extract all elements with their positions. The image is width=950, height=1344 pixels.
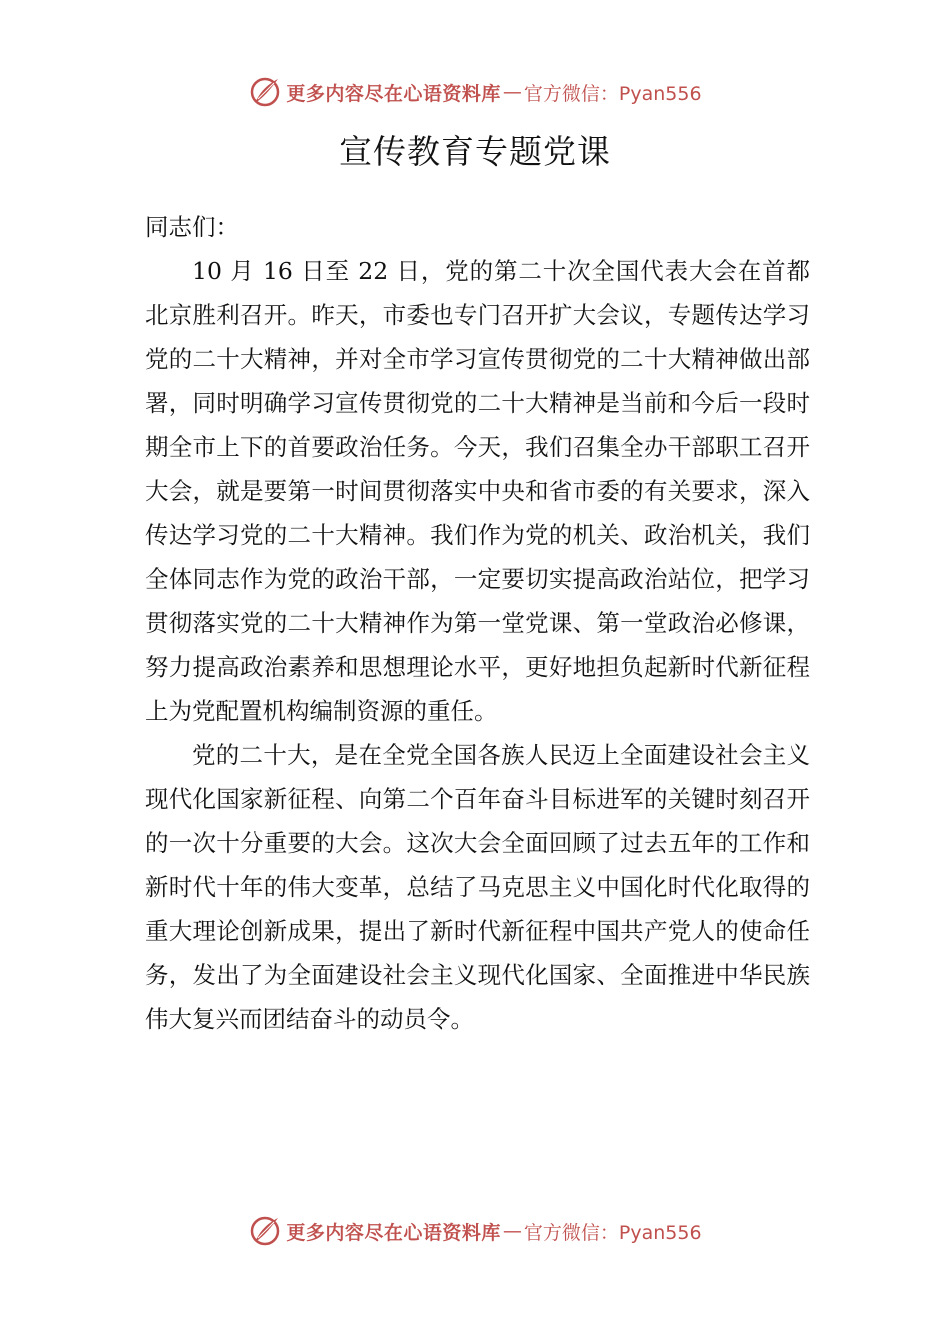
footer-wechat-text: 官方微信：Pyan556	[523, 1221, 702, 1244]
feather-logo-icon	[248, 1214, 282, 1248]
footer-brand-text: 更多内容尽在心语资料库	[286, 1221, 501, 1244]
header-brand-text: 更多内容尽在心语资料库	[286, 82, 501, 105]
header-wechat-text: 官方微信：Pyan556	[523, 82, 702, 105]
header-watermark	[0, 72, 950, 112]
salutation: 同志们：	[145, 213, 239, 241]
paragraph: 10 月 16 日至 22 日，党的第二十次全国代表大会在首都北京胜利召开。昨天，市委也专门召开扩大会议，专题传达学习党的二十大精神，并对全市学习宣传贯彻党的二十大精神做出部署，同时明确学习宣传贯彻党的二十大精神是当前和今后一段时期全市上下的首要政治任务。今天，我们召集全办干部职工召开大会，就是要第一时间贯彻落实中央和省市委的有关要求，深入传达学习党的二十大精神。我们作为党的机关、政治机关，我们全体同志作为党的政治干部，一定要切实提高政治站位，把学习贯彻落实党的二十大精神作为第一堂党课、第一堂政治必修课，努力提高政治素养和思想理论水平，更好地担负起新时代新征程上为党配置机构编制资源的重任。	[145, 257, 810, 725]
feather-logo-icon	[248, 75, 282, 109]
header-separator: —	[502, 81, 522, 103]
footer-separator: —	[502, 1220, 522, 1242]
paragraph: 党的二十大，是在全党全国各族人民迈上全面建设社会主义现代化国家新征程、向第二个百年奋斗目标进军的关键时刻召开的一次十分重要的大会。这次大会全面回顾了过去五年的工作和新时代十年的伟大变革，总结了马克思主义中国化时代化取得的重大理论创新成果，提出了新时代新征程中国共产党人的使命任务，发出了为全面建设社会主义现代化国家、全面推进中华民族伟大复兴而团结奋斗的动员令。	[145, 741, 810, 1033]
document-body	[145, 205, 810, 1041]
footer-watermark	[0, 1211, 950, 1251]
document-title: 宣传教育专题党课	[339, 132, 611, 171]
